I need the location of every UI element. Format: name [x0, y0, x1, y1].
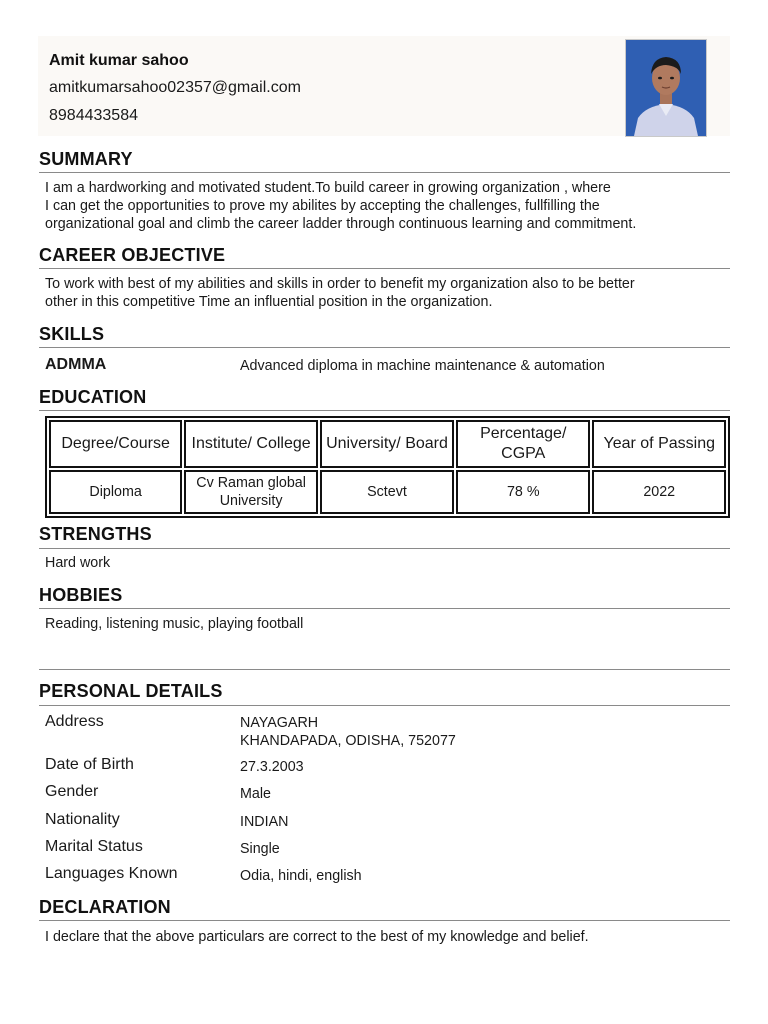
declaration-title: DECLARATION	[39, 897, 171, 917]
career-objective-title: CAREER OBJECTIVE	[39, 245, 226, 265]
skills-divider	[39, 347, 730, 348]
resume-header	[38, 36, 730, 136]
address-line: NAYAGARH	[240, 715, 319, 731]
hobbies-title: HOBBIES	[39, 585, 123, 605]
skill-name: ADMMA	[45, 356, 107, 373]
nationality-label: Nationality	[45, 811, 120, 828]
gender-label: Gender	[45, 783, 99, 800]
strengths-divider	[39, 548, 730, 549]
languages-label: Languages Known	[45, 865, 178, 882]
education-cell-institute: Cv Raman global University	[184, 470, 318, 514]
education-divider	[39, 410, 730, 411]
education-cell-year: 2022	[592, 470, 726, 514]
hobbies-divider	[39, 608, 730, 609]
dob-label: Date of Birth	[45, 756, 134, 773]
summary-divider	[39, 172, 730, 173]
summary-line: I can get the opportunities to prove my abilites by accepting the challenges, fullfilling the	[45, 198, 600, 214]
address-label: Address	[45, 713, 104, 730]
gender-value: Male	[240, 786, 271, 802]
summary-text	[45, 179, 725, 233]
nationality-value: INDIAN	[240, 814, 289, 830]
declaration-text: I declare that the above particulars are correct to the best of my knowledge and belief.	[45, 929, 589, 945]
marital-status-value: Single	[240, 841, 280, 857]
education-header-row	[49, 420, 726, 468]
summary-line: organizational goal and climb the career ladder through continuous learning and commitment.	[45, 216, 637, 232]
education-cell-university: Sctevt	[320, 470, 454, 514]
declaration-divider	[39, 920, 730, 921]
career-objective-line: other in this competitive Time an influential position in the organization.	[45, 294, 493, 310]
dob-value: 27.3.2003	[240, 759, 304, 775]
skill-description: Advanced diploma in machine maintenance & automation	[240, 358, 605, 374]
languages-value: Odia, hindi, english	[240, 868, 362, 884]
education-header-degree: Degree/Course	[49, 420, 182, 468]
profile-photo-icon	[626, 40, 706, 136]
personal-details-title: PERSONAL DETAILS	[39, 681, 223, 701]
skills-title: SKILLS	[39, 324, 105, 344]
candidate-phone: 8984433584	[49, 107, 138, 124]
profile-photo	[625, 39, 707, 137]
address-line: KHANDAPADA, ODISHA, 752077	[240, 733, 456, 749]
candidate-email: amitkumarsahoo02357@gmail.com	[49, 79, 301, 96]
career-objective-divider	[39, 268, 730, 269]
education-table	[45, 416, 730, 518]
education-header-year: Year of Passing	[592, 420, 726, 468]
career-objective-text	[45, 275, 725, 311]
education-cell-percentage: 78 %	[456, 470, 590, 514]
education-title: EDUCATION	[39, 387, 147, 407]
education-cell-degree: Diploma	[49, 470, 182, 514]
section-divider	[39, 669, 730, 670]
personal-details-divider	[39, 705, 730, 706]
hobbies-text: Reading, listening music, playing football	[45, 616, 304, 632]
marital-status-label: Marital Status	[45, 838, 143, 855]
summary-line: I am a hardworking and motivated student.To build career in growing organization , where	[45, 180, 611, 196]
education-header-university: University/ Board	[320, 420, 454, 468]
address-value	[240, 714, 456, 750]
strengths-title: STRENGTHS	[39, 524, 152, 544]
education-header-percentage: Percentage/ CGPA	[456, 420, 590, 468]
strengths-text: Hard work	[45, 555, 111, 571]
summary-title: SUMMARY	[39, 149, 133, 169]
education-header-institute: Institute/ College	[184, 420, 318, 468]
candidate-name: Amit kumar sahoo	[49, 52, 189, 69]
career-objective-line: To work with best of my abilities and skills in order to benefit my organization also to be better	[45, 276, 635, 292]
table-row	[49, 470, 726, 514]
